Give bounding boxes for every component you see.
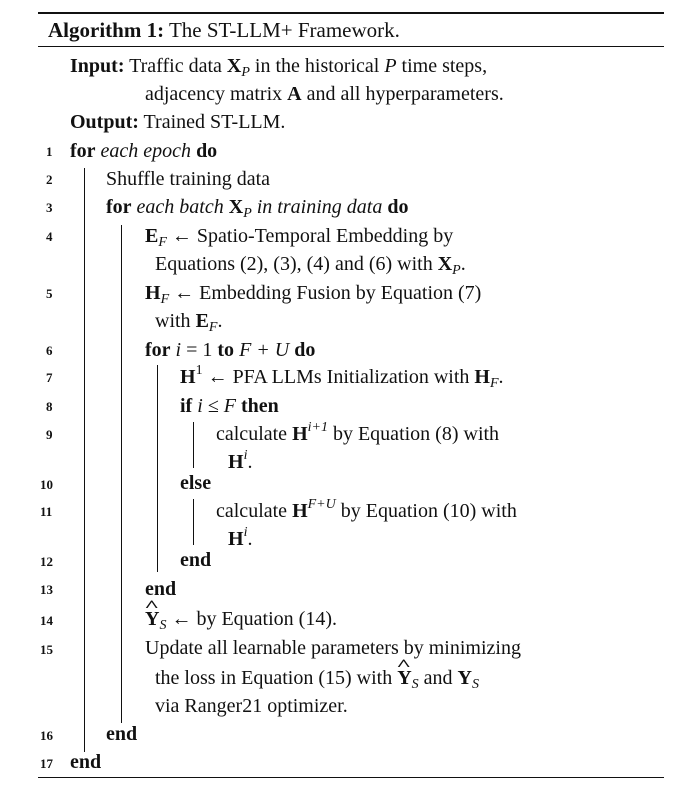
algo-line-16: [106, 722, 137, 746]
math-h: H: [474, 366, 490, 388]
statement-text: and: [423, 667, 453, 689]
algo-line-4: [145, 224, 453, 248]
math-sub: F: [158, 235, 167, 250]
algo-line-6: [145, 338, 315, 362]
period: .: [247, 528, 253, 550]
algo-line-5: [145, 281, 481, 305]
algo-line-3: [106, 195, 408, 219]
math-sub: P: [452, 263, 461, 278]
statement-text: ← PFA LLMs Initialization with: [207, 366, 470, 388]
keyword-do: do: [196, 140, 218, 162]
algorithm-label: Algorithm 1:: [48, 18, 165, 42]
statement-text: Shuffle training data: [106, 168, 271, 190]
keyword-for: for: [145, 339, 171, 361]
algo-line-10: [180, 471, 211, 495]
line-number: 3: [46, 200, 53, 215]
input-label: Input:: [70, 55, 125, 77]
input-text-d: adjacency matrix: [145, 83, 283, 105]
math-y-hat: ^ Y: [145, 607, 159, 631]
math-sub: S: [411, 677, 419, 692]
math-i: i: [175, 339, 182, 361]
bottom-rule: [38, 777, 664, 778]
line-number: 6: [46, 343, 53, 358]
line-number: 14: [40, 613, 53, 628]
algo-line-4-cont: [155, 252, 466, 276]
math-y: Y: [457, 667, 472, 689]
algo-line-11-cont: [228, 527, 252, 551]
period: .: [217, 310, 223, 332]
algo-line-15: [145, 636, 521, 660]
algo-line-14: [145, 607, 337, 631]
statement-text: calculate: [216, 500, 288, 522]
math-sub: F: [208, 320, 218, 335]
input-text-b: in the historical: [254, 55, 380, 77]
algorithm-header: [48, 18, 400, 42]
input-a: A: [287, 83, 302, 105]
loop-condition: each batch: [136, 196, 224, 218]
math-h: H: [180, 366, 196, 388]
statement-text: by Equation (8) with: [332, 423, 500, 445]
input-text-c: time steps,: [401, 55, 488, 77]
loop-condition-tail: in training data: [256, 196, 383, 218]
keyword-for: for: [70, 140, 96, 162]
header-rule: [38, 46, 664, 47]
keyword-end: end: [70, 751, 102, 773]
line-number: 16: [40, 728, 53, 743]
line-number: 1: [46, 144, 53, 159]
math-sup: F+U: [307, 497, 336, 512]
statement-text: the loss in Equation (15) with: [155, 667, 393, 689]
math-sub: P: [243, 206, 252, 221]
math-h: H: [228, 451, 244, 473]
math-x: X: [228, 196, 244, 218]
statement-text: Equations (2), (3), (4) and (6) with: [155, 253, 433, 275]
indent-bar-then: [193, 422, 194, 468]
statement-text: with: [155, 310, 191, 332]
keyword-then: then: [240, 395, 279, 417]
line-number: 8: [46, 399, 53, 414]
input-x: X: [226, 55, 242, 77]
algo-line-15-cont-1: [155, 666, 479, 690]
math-fu: F + U: [239, 339, 290, 361]
input-p: P: [384, 55, 397, 77]
line-number: 10: [40, 477, 53, 492]
keyword-if: if: [180, 395, 193, 417]
line-number: 2: [46, 172, 53, 187]
line-number: 13: [40, 582, 53, 597]
line-number: 11: [40, 504, 53, 519]
statement-text: calculate: [216, 423, 288, 445]
math-h: H: [292, 500, 308, 522]
algorithm-title: The ST-LLM+ Framework.: [168, 18, 400, 42]
algo-line-1: [70, 139, 217, 163]
input-text-a: Traffic data: [129, 55, 222, 77]
keyword-end: end: [145, 578, 177, 600]
math-sub: F: [160, 292, 170, 307]
line-number: 5: [46, 286, 53, 301]
top-rule: [38, 12, 664, 14]
math-sub: S: [472, 677, 479, 692]
input-sub-p: P: [241, 65, 250, 80]
math-sub: F: [489, 376, 499, 391]
algo-line-9-cont: [228, 450, 252, 474]
statement-text: by Equation (10) with: [340, 500, 517, 522]
algo-line-5-cont: [155, 309, 222, 333]
statement-text: ← Embedding Fusion by Equation (7): [174, 282, 482, 304]
output-line: [70, 110, 285, 134]
indent-bar-epoch: [84, 168, 85, 752]
math-y-hat: ^ Y: [397, 666, 411, 690]
input-line-1: [70, 54, 487, 78]
period: .: [498, 366, 504, 388]
algo-line-7: [180, 365, 504, 389]
algo-line-9: [216, 422, 499, 446]
statement-text: Update all learnable parameters by minimizing: [145, 637, 521, 659]
math-sup: i: [243, 448, 248, 463]
output-label: Output:: [70, 111, 139, 133]
math-eq: = 1: [186, 339, 213, 361]
statement-text: ← by Equation (14).: [171, 608, 337, 630]
period: .: [460, 253, 466, 275]
input-text-e: and all hyperparameters.: [306, 83, 504, 105]
line-number: 7: [46, 370, 53, 385]
line-number: 12: [40, 554, 53, 569]
math-sup: 1: [195, 363, 203, 378]
math-h: H: [228, 528, 244, 550]
math-condition: i ≤ F: [197, 395, 236, 417]
math-sub: S: [159, 618, 167, 633]
math-x: X: [437, 253, 453, 275]
keyword-for: for: [106, 196, 132, 218]
line-number: 17: [40, 756, 53, 771]
indent-bar-for-i: [157, 365, 158, 572]
keyword-end: end: [106, 723, 138, 745]
line-number: 4: [46, 229, 53, 244]
statement-text: via Ranger21 optimizer.: [155, 695, 348, 717]
line-number: 9: [46, 427, 53, 442]
math-h: H: [292, 423, 308, 445]
statement-text: ← Spatio-Temporal Embedding by: [171, 225, 454, 247]
math-e: E: [195, 310, 209, 332]
algo-line-8: [180, 394, 279, 418]
keyword-do: do: [387, 196, 409, 218]
indent-bar-batch: [121, 225, 122, 723]
keyword-else: else: [180, 472, 212, 494]
math-e: E: [145, 225, 159, 247]
algo-line-11: [216, 499, 517, 523]
math-sup: i: [243, 525, 248, 540]
math-h: H: [145, 282, 161, 304]
input-line-2: [145, 82, 504, 106]
loop-condition: each epoch: [100, 140, 192, 162]
math-sup: i+1: [307, 420, 328, 435]
algo-line-2: [106, 167, 270, 191]
algo-line-12: [180, 548, 211, 572]
algo-line-15-cont-2: [155, 694, 348, 718]
keyword-do: do: [294, 339, 316, 361]
period: .: [247, 451, 253, 473]
algo-line-17: [70, 750, 101, 774]
keyword-end: end: [180, 549, 212, 571]
line-number: 15: [40, 642, 53, 657]
keyword-to: to: [217, 339, 235, 361]
indent-bar-else: [193, 499, 194, 545]
output-text: Trained ST-LLM.: [143, 111, 286, 133]
